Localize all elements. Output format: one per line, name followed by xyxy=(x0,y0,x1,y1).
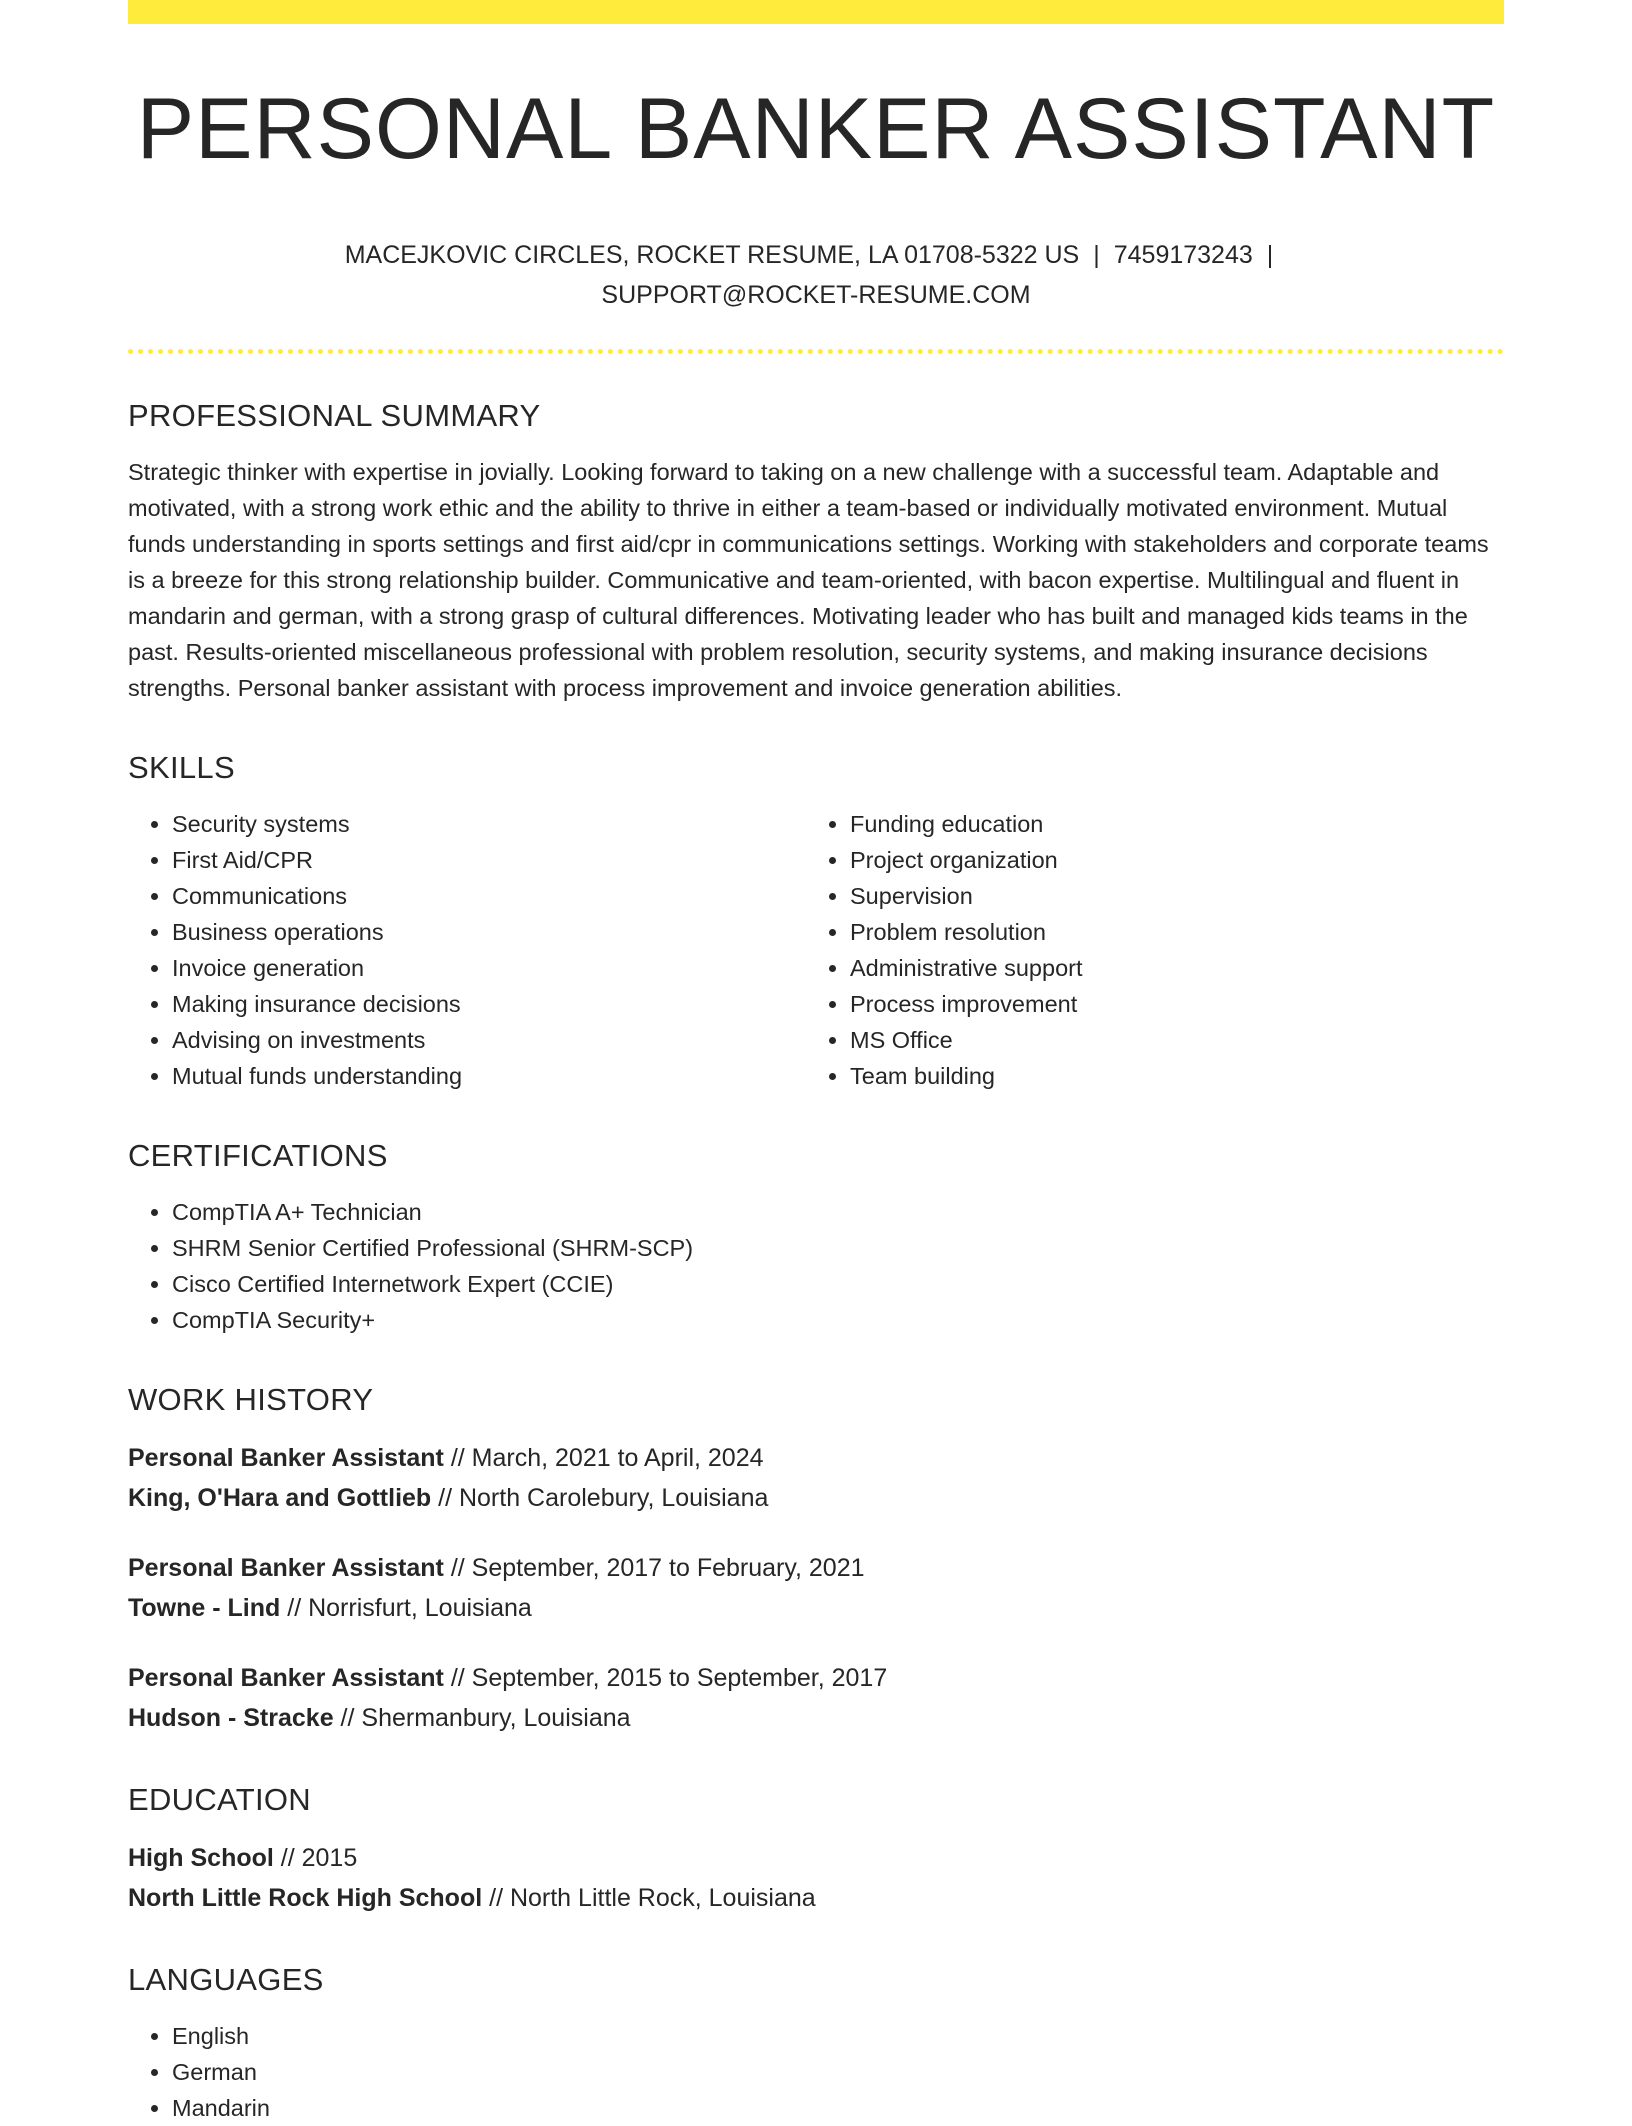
certification-item: • SHRM Senior Certified Professional (SHRM-SCP) xyxy=(172,1230,1504,1266)
skill-item: • Administrative support xyxy=(850,950,1484,986)
job-title-line xyxy=(128,1438,1504,1478)
job-entry xyxy=(128,1438,1504,1518)
skills-columns xyxy=(128,806,1504,1094)
education-school: North Little Rock High School xyxy=(128,1883,483,1912)
contact-email: SUPPORT@ROCKET-RESUME.COM xyxy=(601,280,1031,309)
job-title: Personal Banker Assistant xyxy=(128,1443,444,1472)
job-title-line xyxy=(128,1658,1504,1698)
summary-heading: PROFESSIONAL SUMMARY xyxy=(128,397,541,433)
skills-right-list xyxy=(806,806,1484,1094)
resume-page xyxy=(128,0,1504,2126)
skills-heading: SKILLS xyxy=(128,749,235,785)
candidate-name: PERSONAL BANKER ASSISTANT xyxy=(136,81,1496,177)
job-entry xyxy=(128,1658,1504,1738)
skill-item: • Mutual funds understanding xyxy=(172,1058,806,1094)
skill-item: • Making insurance decisions xyxy=(172,986,806,1022)
job-title: Personal Banker Assistant xyxy=(128,1663,444,1692)
job-title-line xyxy=(128,1548,1504,1588)
skill-item: • Invoice generation xyxy=(172,950,806,986)
certification-item: • CompTIA Security+ xyxy=(172,1302,1504,1338)
skills-left-list xyxy=(128,806,806,1094)
contact-separator: | xyxy=(1266,240,1274,269)
skill-item: • Problem resolution xyxy=(850,914,1484,950)
job-company: Towne - Lind xyxy=(128,1593,281,1622)
skill-item: • Process improvement xyxy=(850,986,1484,1022)
job-dates: // March, 2021 to April, 2024 xyxy=(443,1443,764,1472)
job-company-line xyxy=(128,1588,1504,1628)
skills-section xyxy=(128,750,1504,1094)
contact-info xyxy=(266,235,1366,315)
job-company-line xyxy=(128,1698,1504,1738)
certification-item: • Cisco Certified Internetwork Expert (CCIE) xyxy=(172,1266,1504,1302)
skill-item: • Business operations xyxy=(172,914,806,950)
language-item: • German xyxy=(172,2054,1504,2090)
top-accent-bar xyxy=(128,0,1504,24)
education-degree-line xyxy=(128,1838,1504,1878)
work-history-heading: WORK HISTORY xyxy=(128,1381,374,1417)
languages-heading: LANGUAGES xyxy=(128,1961,324,1997)
languages-section xyxy=(128,1962,1504,2126)
education-section xyxy=(128,1782,1504,1918)
summary-text: Strategic thinker with expertise in jovially. Looking forward to taking on a new challenge with a successful team. Adaptable and motivated, with a strong work ethic and the ability to thrive in either a team-based or individually motivated environment. Mutual funds understanding in sports settings and first aid/cpr in communications settings. Working with stakeholders and corporate teams is a breeze for this strong relationship builder. Communicative and team-oriented, with bacon expertise. Multilingual and fluent in mandarin and german, with a strong grasp of cultural differences. Motivating leader who has built and managed kids teams in the past. Results-oriented miscellaneous professional with problem resolution, security systems, and making insurance decisions strengths. Personal banker assistant with process improvement and invoice generation abilities. xyxy=(128,458,1489,701)
education-heading: EDUCATION xyxy=(128,1781,311,1817)
education-school-line xyxy=(128,1878,1504,1918)
education-location: // North Little Rock, Louisiana xyxy=(482,1883,816,1912)
job-entry xyxy=(128,1548,1504,1628)
job-location: // Norrisfurt, Louisiana xyxy=(280,1593,532,1622)
job-location: // Shermanbury, Louisiana xyxy=(333,1703,631,1732)
certifications-list xyxy=(128,1194,1504,1338)
certifications-section xyxy=(128,1138,1504,1338)
skill-item: • First Aid/CPR xyxy=(172,842,806,878)
certification-item: • CompTIA A+ Technician xyxy=(172,1194,1504,1230)
job-location: // North Carolebury, Louisiana xyxy=(431,1483,769,1512)
work-history-section xyxy=(128,1382,1504,1738)
contact-address: MACEJKOVIC CIRCLES, ROCKET RESUME, LA 01708-5322 US xyxy=(344,240,1080,269)
job-company-line xyxy=(128,1478,1504,1518)
skill-item: • Advising on investments xyxy=(172,1022,806,1058)
skill-item: • MS Office xyxy=(850,1022,1484,1058)
job-dates: // September, 2015 to September, 2017 xyxy=(443,1663,888,1692)
certifications-heading: CERTIFICATIONS xyxy=(128,1137,388,1173)
job-title: Personal Banker Assistant xyxy=(128,1553,444,1582)
contact-phone: 7459173243 xyxy=(1113,240,1253,269)
skill-item: • Security systems xyxy=(172,806,806,842)
education-year: // 2015 xyxy=(273,1843,358,1872)
education-entry xyxy=(128,1838,1504,1918)
languages-list xyxy=(128,2018,1504,2126)
language-item: • English xyxy=(172,2018,1504,2054)
language-item: • Mandarin xyxy=(172,2090,1504,2126)
job-dates: // September, 2017 to February, 2021 xyxy=(443,1553,865,1582)
skill-item: • Funding education xyxy=(850,806,1484,842)
summary-section xyxy=(128,398,1504,706)
contact-separator: | xyxy=(1093,240,1100,269)
skill-item: • Project organization xyxy=(850,842,1484,878)
skill-item: • Communications xyxy=(172,878,806,914)
skill-item: • Supervision xyxy=(850,878,1484,914)
header-divider xyxy=(128,349,1504,354)
job-company: Hudson - Stracke xyxy=(128,1703,334,1732)
education-degree: High School xyxy=(128,1843,274,1872)
skill-item: • Team building xyxy=(850,1058,1484,1094)
job-company: King, O'Hara and Gottlieb xyxy=(128,1483,432,1512)
